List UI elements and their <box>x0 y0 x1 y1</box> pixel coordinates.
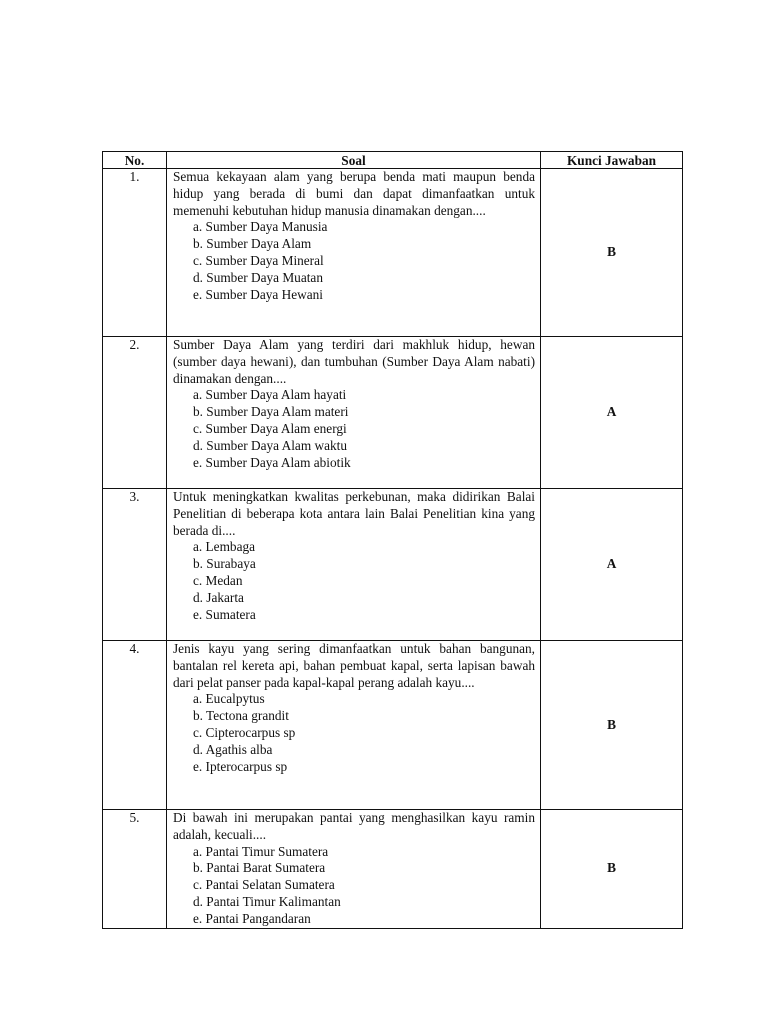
answer-key-cell <box>541 169 683 337</box>
answer-option: d. Sumber Daya Alam waktu <box>193 437 347 453</box>
answer-option: e. Sumatera <box>193 606 256 622</box>
question-number: 2. <box>103 337 167 489</box>
answer-option: c. Sumber Daya Alam energi <box>193 420 347 436</box>
question-text: Semua kekayaan alam yang berupa benda mati maupun benda hidup yang berada di bumi dan dapat dimanfaatkan untuk memenuhi kebutuhan hidup manusia dinamakan dengan.... <box>173 169 535 218</box>
question-cell <box>167 337 541 489</box>
question-text: Jenis kayu yang sering dimanfaatkan untuk bahan bangunan, bantalan rel kereta api, bahan pembuat kapal, serta lapisan bawah dari pelat panser pada kapal-kapal perang adalah kayu.... <box>173 641 535 690</box>
header-soal: Soal <box>167 152 541 169</box>
question-row <box>103 489 683 641</box>
answer-option: d. Sumber Daya Muatan <box>193 269 323 285</box>
answer-option: a. Lembaga <box>193 539 256 555</box>
header-kunci-jawaban: Kunci Jawaban <box>541 152 683 169</box>
answer-option: b. Sumber Daya Alam materi <box>193 404 349 420</box>
answer-key-cell <box>541 337 683 489</box>
answer-option: c. Sumber Daya Mineral <box>193 252 324 268</box>
answer-option: a. Pantai Timur Sumatera <box>193 843 329 859</box>
answer-option: e. Pantai Pangandaran <box>193 910 311 926</box>
question-text: Sumber Daya Alam yang terdiri dari makhluk hidup, hewan (sumber daya hewani), dan tumbuhan (Sumber Daya Alam nabati) dinamakan dengan.... <box>173 337 535 386</box>
header-no: No. <box>103 152 167 169</box>
answer-key: A <box>606 556 617 572</box>
answer-option: a. Sumber Daya Alam hayati <box>193 387 347 403</box>
option-list <box>173 387 535 471</box>
question-cell <box>167 489 541 641</box>
answer-option: c. Cipterocarpus sp <box>193 724 296 740</box>
answer-option: c. Medan <box>193 572 243 588</box>
answer-option: d. Agathis alba <box>193 741 273 757</box>
answer-option: d. Pantai Timur Kalimantan <box>193 893 341 909</box>
question-number: 1. <box>103 169 167 337</box>
question-row <box>103 810 683 929</box>
question-row <box>103 641 683 810</box>
answer-option: e. Ipterocarpus sp <box>193 758 288 774</box>
answer-option: a. Eucalpytus <box>193 691 265 707</box>
question-row <box>103 337 683 489</box>
answer-option: b. Pantai Barat Sumatera <box>193 860 326 876</box>
question-cell <box>167 641 541 810</box>
question-number: 4. <box>103 641 167 810</box>
answer-key: B <box>607 860 616 876</box>
answer-key: B <box>607 716 616 732</box>
option-list <box>173 844 535 928</box>
answer-option: b. Tectona grandit <box>193 708 289 724</box>
question-text: Di bawah ini merupakan pantai yang menghasilkan kayu ramin adalah, kecuali.... <box>173 810 535 842</box>
option-list <box>173 219 535 303</box>
answer-option: b. Surabaya <box>193 556 256 572</box>
question-row <box>103 169 683 337</box>
question-number: 5. <box>103 810 167 929</box>
answer-key-cell <box>541 641 683 810</box>
option-list <box>173 539 535 623</box>
question-cell <box>167 169 541 337</box>
answer-option: e. Sumber Daya Hewani <box>193 286 323 302</box>
answer-option: d. Jakarta <box>193 589 244 605</box>
answer-key-cell <box>541 810 683 929</box>
answer-key-cell <box>541 489 683 641</box>
answer-option: b. Sumber Daya Alam <box>193 236 312 252</box>
option-list <box>173 691 535 775</box>
question-list <box>103 169 683 929</box>
answer-key: A <box>606 404 617 420</box>
question-text: Untuk meningkatkan kwalitas perkebunan, maka didirikan Balai Penelitian di beberapa kota antara lain Balai Penelitian kina yang berada di.... <box>173 489 535 538</box>
question-cell <box>167 810 541 929</box>
quiz-table <box>102 151 683 929</box>
answer-option: e. Sumber Daya Alam abiotik <box>193 454 351 470</box>
question-number: 3. <box>103 489 167 641</box>
answer-option: c. Pantai Selatan Sumatera <box>193 877 335 893</box>
header-row <box>103 152 683 169</box>
answer-key: B <box>607 244 616 260</box>
answer-option: a. Sumber Daya Manusia <box>193 219 328 235</box>
